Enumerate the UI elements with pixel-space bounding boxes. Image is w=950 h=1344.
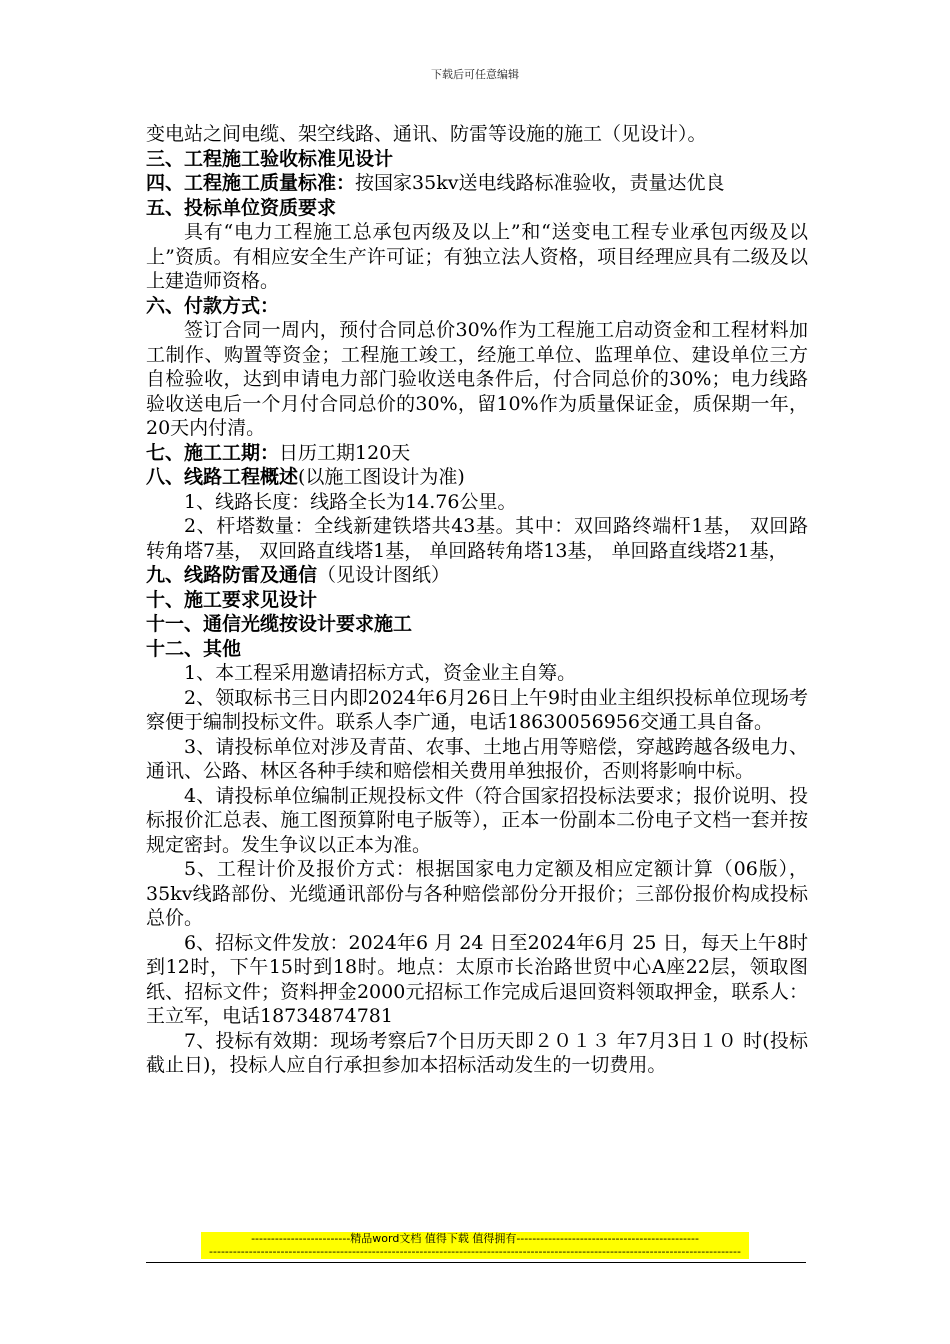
footer-line-1: -------------------------精品word文档 值得下载 值得拥有----------------------------------------------: [251, 1232, 699, 1245]
section-10-heading: 十、施工要求见设计: [146, 588, 318, 611]
section-5-body: 具有“电力工程施工总承包丙级及以上”和“送变电工程专业承包丙级及以上”资质。有相应安全生产许可证；有独立法人资格，项目经理应具有二级及以上建造师资格。: [146, 221, 808, 292]
section-9-paragraph: [146, 563, 808, 588]
section-4-text: 按国家35kv送电线路标准验收，责量达优良: [355, 172, 725, 194]
section-12-heading: 十二、其他: [146, 637, 242, 660]
section-7-heading: 七、施工工期：: [146, 441, 280, 464]
section-12-item-4: 4、请投标单位编制正规投标文件（符合国家招投标法要求；报价说明、投标报价汇总表、施工图预算附电子版等），正本一份副本二份电子文档一套并按规定密封。发生争议以正本为准。: [146, 784, 808, 856]
section-5-heading: 五、投标单位资质要求: [146, 196, 337, 219]
section-8-paragraph: [146, 465, 808, 490]
page-header: 下载后可任意编辑: [431, 68, 519, 81]
section-12-item-2: 2、领取标书三日内即2024年6月26日上午9时由业主组织投标单位现场考察便于编制投标文件。联系人李广通，电话18630056956交通工具自备。: [146, 686, 808, 733]
section-3-heading: 三、工程施工验收标准见设计: [146, 147, 394, 170]
section-4-paragraph: [146, 171, 808, 196]
footer-watermark-band: [201, 1232, 749, 1259]
footer-line-2: --------------------------------------------------------------------------------------------------------------------------------------: [209, 1245, 741, 1258]
section-6-heading: 六、付款方式：: [146, 294, 280, 317]
section-12-item-5: 5、工程计价及报价方式：根据国家电力定额及相应定额计算（06版），35kv线路部份、光缆通讯部份与各种赔偿部份分开报价；三部份报价构成投标总价。: [146, 858, 808, 929]
section-8-heading: 八、线路工程概述: [146, 466, 299, 488]
section-7-paragraph: [146, 441, 808, 466]
section-12-item-3: 3、请投标单位对涉及青苗、农事、土地占用等赔偿，穿越跨越各级电力、通讯、公路、林区各种手续和赔偿相关费用单独报价，否则将影响中标。: [146, 735, 808, 782]
paragraph-intro: 变电站之间电缆、架空线路、通讯、防雷等设施的施工（见设计）。: [146, 123, 707, 145]
section-4-heading: 四、工程施工质量标准：: [146, 172, 356, 194]
section-12-item-1: 1、本工程采用邀请招标方式，资金业主自筹。: [184, 662, 577, 684]
document-body: [146, 122, 808, 1078]
footer-divider: [146, 1262, 806, 1263]
section-7-text: 日历工期120天: [279, 441, 411, 464]
section-9-text: （见设计图纸）: [317, 564, 451, 586]
section-11-heading: 十一、通信光缆按设计要求施工: [146, 613, 413, 635]
section-9-heading: 九、线路防雷及通信: [146, 564, 318, 586]
section-12-item-7: 7、投标有效期：现场考察后7个日历天即２０１３ 年7月3日１０ 时(投标截止日)，投标人应自行承担参加本招标活动发生的一切费用。: [146, 1029, 808, 1076]
section-6-body: 签订合同一周内，预付合同总价30%作为工程施工启动资金和工程材料加工制作、购置等资金；工程施工竣工，经施工单位、监理单位、建设单位三方自检验收，达到申请电力部门验收送电条件后，付合同总价的30%；电力线路验收送电后一个月付合同总价的30%，留10%作为质量保证金，质保期一年，20天内付清。: [146, 319, 808, 439]
section-12-item-6: 6、招标文件发放：2024年6 月 24 日至2024年6月 25 日，每天上午8时到12时，下午15时到18时。地点：太原市长治路世贸中心A座22层，领取图纸、招标文件；资料押金2000元招标工作完成后退回资料领取押金，联系人：王立军，电话18734874781: [146, 931, 808, 1027]
section-8-item-1: 1、线路长度：线路全长为14.76公里。: [184, 490, 517, 513]
section-8-text: (以施工图设计为准): [298, 466, 465, 488]
section-8-item-2: 2、杆塔数量：全线新建铁塔共43基。其中：双回路终端杆1基， 双回路转角塔7基， 双回路直线塔1基， 单回路转角塔13基， 单回路直线塔21基，: [146, 515, 808, 562]
